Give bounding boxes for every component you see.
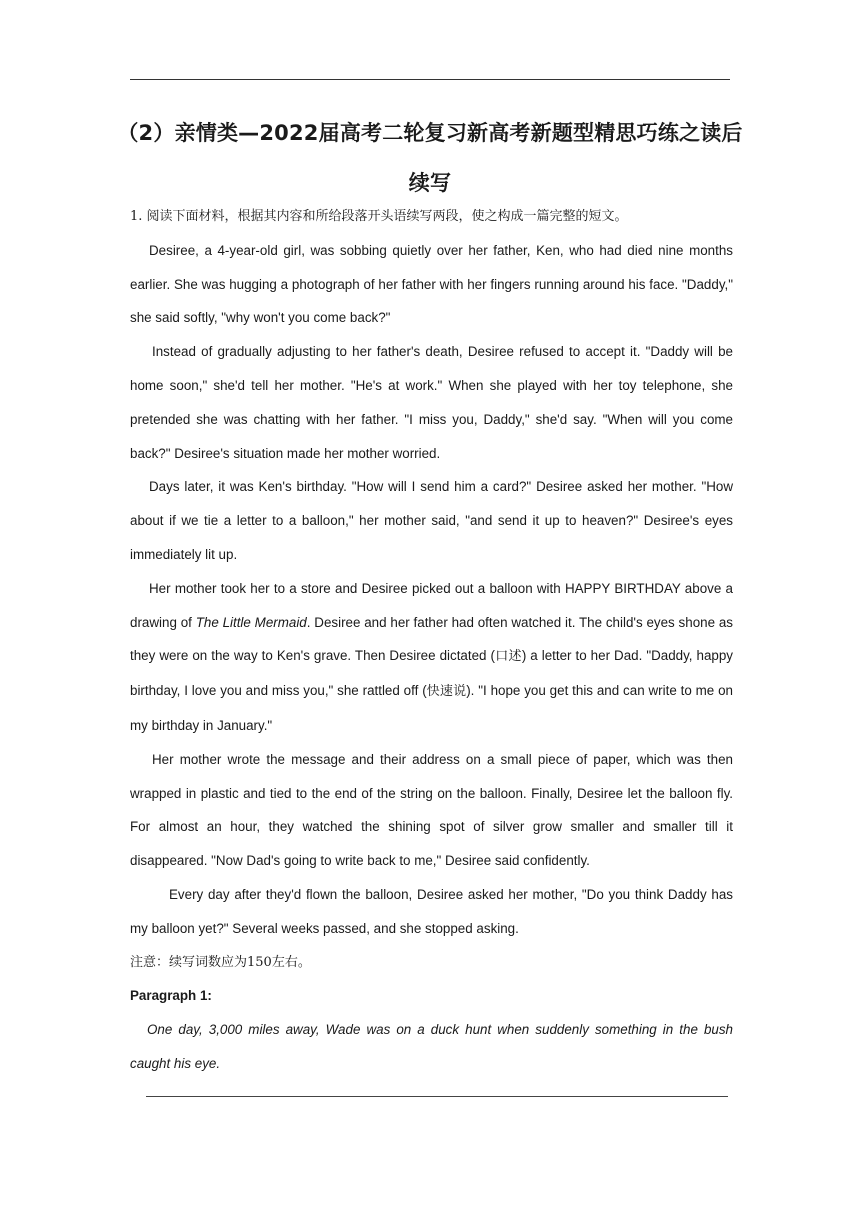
passage-paragraph: Every day after they'd flown the balloon, Desiree asked her mother, "Do you think Daddy has my balloon yet?" Several weeks passed, and she stopped asking. xyxy=(130,886,733,936)
text-run: . Desiree and her father had often watched it. The child's eyes shone as they were on the way to Ken's grave. Then Desiree dictated ( xyxy=(130,614,733,664)
question-number: 1. xyxy=(130,209,143,224)
chinese-gloss: 口述 xyxy=(494,649,522,665)
paragraph-1-prompt: One day, 3,000 miles away, Wade was on a duck hunt when suddenly something in the bush caught his eye. xyxy=(130,1022,733,1071)
word-count-note: 注意：续写词数应为150左右。 xyxy=(130,954,311,970)
passage-paragraph: Her mother wrote the message and their address on a small piece of paper, which was then wrapped in plastic and tied to the end of the string on the balloon. Finally, Desiree let the balloon fly. For almost an hour, they watched the shining spot of silver grow smaller and smaller till it disappeared. "Now Dad's going to write back to me," Desiree said confidently. xyxy=(130,751,733,869)
answer-line[interactable] xyxy=(146,1096,728,1097)
passage-paragraph: Instead of gradually adjusting to her father's death, Desiree refused to accept it. "Daddy will be home soon," she'd tell her mother. "He's at work." When she played with her toy telephone, she pretended she was chatting with her father. "I miss you, Daddy," she'd say. "When will you come back?" Desiree's situation made her mother worried. xyxy=(130,344,733,461)
header-rule xyxy=(130,79,730,80)
document-title: （2）亲情类—2022届高考二轮复习新高考新题型精思巧练之读后续写 xyxy=(117,121,743,195)
text-run: ) a letter to her Dad. "Daddy, happy birthday, I love you and miss you," she rattled off ( xyxy=(130,648,733,699)
passage-paragraph xyxy=(130,572,733,743)
text-run: ). "I hope you get this and can write to me on my birthday in January." xyxy=(130,683,734,733)
paragraph-1-label: Paragraph 1: xyxy=(130,988,212,1004)
text-run: Her mother took her to a store and Desiree picked out a balloon with HAPPY BIRTHDAY above a drawing of xyxy=(130,580,733,630)
question-instruction xyxy=(130,200,733,234)
instruction-text: 阅读下面材料，根据其内容和所给段落开头语续写两段，使之构成一篇完整的短文。 xyxy=(146,209,628,224)
chinese-gloss: 快速说 xyxy=(426,684,467,700)
passage-paragraph: Desiree, a 4-year-old girl, was sobbing quietly over her father, Ken, who had died nine months earlier. She was hugging a photograph of her father with her fingers running around his face. "Daddy," she said softly, "why won't you come back?" xyxy=(130,242,733,326)
question-body xyxy=(130,200,733,1081)
passage-paragraph: Days later, it was Ken's birthday. "How will I send him a card?" Desiree asked her mother. "How about if we tie a letter to a balloon," her mother said, "and send it up to heaven?" Desiree's eyes immediately lit up. xyxy=(130,479,733,562)
movie-title: The Little Mermaid xyxy=(195,614,307,630)
